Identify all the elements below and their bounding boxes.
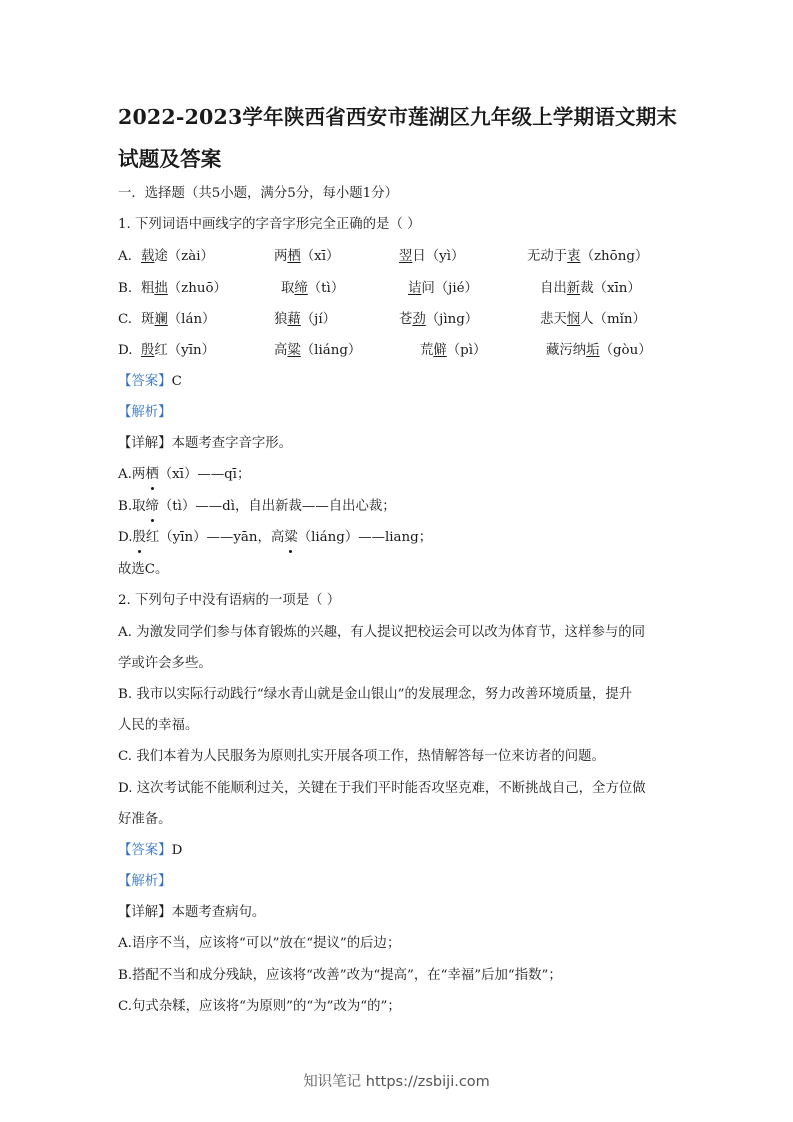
underlined-char: 斓 — [154, 312, 168, 327]
q2-answer — [118, 841, 182, 861]
word-text: 高 — [274, 343, 288, 358]
q2-option-b-line2: 人民的幸福。 — [118, 718, 199, 733]
word-text: （liáng） — [300, 343, 362, 358]
document-title-line1: 2022-2023学年陕西省西安市莲湖区九年级上学期语文期末 — [118, 105, 678, 129]
word-text: 两 — [274, 249, 288, 264]
underlined-char: 粱 — [287, 343, 301, 358]
detail-tag: 【详解】 — [118, 905, 172, 920]
q1-conclusion: 故选C。 — [118, 562, 169, 577]
q2-option-d-line1: D. 这次考试能不能顺利过关，关键在于我们平时能否攻坚克难，不断挑战自己，全方位做 — [118, 781, 646, 796]
q1-option-word — [274, 310, 336, 330]
underlined-char: 缔 — [294, 281, 308, 296]
q1-option-label: A. — [118, 249, 132, 264]
detail-text: 本题考查字音字形。 — [171, 436, 293, 451]
q1-option-label: D. — [118, 343, 133, 358]
q1-option-word — [399, 310, 478, 330]
q1-option-word — [527, 247, 648, 267]
q2-option-a-line2: 学或许会多些。 — [118, 656, 212, 671]
q1-explain-a — [118, 465, 250, 485]
q2-explain-a: A.语序不当，应该将“可以”放在“提议”的后边； — [118, 936, 401, 951]
underlined-char: 翌 — [399, 249, 413, 264]
underlined-char: 劲 — [412, 312, 426, 327]
footer-watermark: 知识笔记 https://zsbiji.com — [303, 1074, 490, 1090]
q2-option-d-line2: 好准备。 — [118, 812, 172, 827]
underlined-char: 诘 — [408, 281, 422, 296]
underlined-char: 垢 — [586, 343, 600, 358]
q2-detail — [118, 903, 265, 923]
answer-tag: 【答案】 — [118, 843, 172, 858]
word-text: 人（mǐn） — [580, 312, 646, 327]
word-text: 途（zài） — [154, 249, 214, 264]
q1-option-word — [408, 279, 478, 299]
word-text: 斑 — [141, 312, 155, 327]
q1-analysis-tag: 【解析】 — [118, 405, 172, 420]
section-heading: 一．选择题（共5小题，满分5分，每小题1分） — [118, 186, 398, 201]
explain-text: A.两 — [118, 467, 146, 482]
q1-option-word — [540, 279, 641, 299]
q1-option-label: C. — [118, 312, 133, 327]
document-title-line2: 试题及答案 — [118, 147, 222, 171]
word-text: 日（yì） — [412, 249, 465, 264]
detail-text: 本题考查病句。 — [171, 905, 266, 920]
q2-option-b-line1: B. 我市以实际行动践行“绿水青山就是金山银山”的发展理念，努力改善环境质量，提升 — [118, 687, 633, 702]
answer-value: C — [171, 374, 182, 389]
answer-tag: 【答案】 — [118, 374, 172, 389]
word-text: （xī） — [300, 249, 340, 264]
word-text: 问（jié） — [421, 281, 478, 296]
q2-explain-b: B.搭配不当和成分残缺，应该将“改善”改为“提高”，在“幸福”后加“指数”； — [118, 968, 562, 983]
explain-text: D. — [118, 530, 133, 545]
underlined-char: 悯 — [566, 312, 581, 327]
q1-option-label: B. — [118, 281, 133, 296]
explain-text: （liáng）——liang； — [297, 530, 433, 545]
q1-answer — [118, 372, 182, 392]
q1-option-word — [420, 341, 486, 361]
word-text: 无动于 — [527, 249, 568, 264]
q1-stem: 1. 下列词语中画线字的字音字形完全正确的是（ ） — [118, 217, 421, 232]
word-text: 粗 — [141, 281, 155, 296]
q2-option-a-line1: A. 为激发同学们参与体育锻炼的兴趣，有人提议把校运会可以改为体育节，这样参与的同 — [118, 625, 646, 640]
word-text: 裁（xīn） — [580, 281, 641, 296]
q1-option-word — [274, 247, 339, 267]
underlined-char: 殷 — [141, 343, 155, 358]
word-text: 苍 — [399, 312, 413, 327]
word-text: （jìng） — [425, 312, 479, 327]
dotted-char: 殷 — [133, 528, 146, 548]
word-text: （zhōng） — [580, 249, 649, 264]
underlined-char: 栖 — [287, 249, 301, 264]
explain-text: B.取 — [118, 499, 146, 514]
underlined-char: 载 — [141, 249, 155, 264]
word-text: （tì） — [307, 281, 345, 296]
q1-option-word — [141, 247, 214, 267]
word-text: （zhuō） — [167, 281, 227, 296]
q1-detail — [118, 434, 292, 454]
underlined-char: 衷 — [567, 249, 581, 264]
q1-option-word — [540, 310, 646, 330]
explain-text: 红（yīn）——yān，高 — [145, 530, 285, 545]
word-text: 狼 — [274, 312, 288, 327]
dotted-char: 粱 — [284, 528, 297, 548]
underlined-char: 拙 — [154, 281, 168, 296]
q2-stem: 2. 下列句子中没有语病的一项是（ ） — [118, 593, 341, 608]
word-text: （pì） — [446, 343, 487, 358]
detail-tag: 【详解】 — [118, 436, 172, 451]
word-text: （gòu） — [599, 343, 652, 358]
q2-analysis-tag: 【解析】 — [118, 874, 172, 889]
q1-option-word — [141, 279, 227, 299]
answer-value: D — [171, 843, 183, 858]
q1-explain-b — [118, 497, 396, 517]
q1-option-word — [546, 341, 652, 361]
word-text: 藏污纳 — [546, 343, 587, 358]
dotted-char: 栖 — [145, 465, 158, 485]
word-text: （lán） — [167, 312, 216, 327]
word-text: 荒 — [420, 343, 434, 358]
underlined-char: 新 — [566, 281, 581, 296]
explain-text: （tì）——dì，自出新裁——自出心裁； — [158, 499, 396, 514]
explain-text: （xī）——qī； — [158, 467, 251, 482]
q2-explain-c: C.句式杂糅，应该将“为原则”的“为”改为“的”； — [118, 999, 401, 1014]
dotted-char: 缔 — [146, 497, 159, 517]
underlined-char: 僻 — [433, 343, 447, 358]
word-text: 取 — [281, 281, 295, 296]
q1-option-word — [141, 310, 215, 330]
q1-option-word — [274, 341, 361, 361]
word-text: 自出 — [540, 281, 567, 296]
q1-option-word — [141, 341, 215, 361]
underlined-char: 藉 — [287, 312, 301, 327]
word-text: 红（yīn） — [154, 343, 216, 358]
q2-option-c: C. 我们本着为人民服务为原则扎实开展各项工作，热情解答每一位来访者的问题。 — [118, 749, 605, 764]
word-text: 悲天 — [540, 312, 567, 327]
q1-option-word — [281, 279, 344, 299]
q1-option-word — [399, 247, 464, 267]
q1-explain-d — [118, 528, 432, 548]
word-text: （jí） — [300, 312, 336, 327]
